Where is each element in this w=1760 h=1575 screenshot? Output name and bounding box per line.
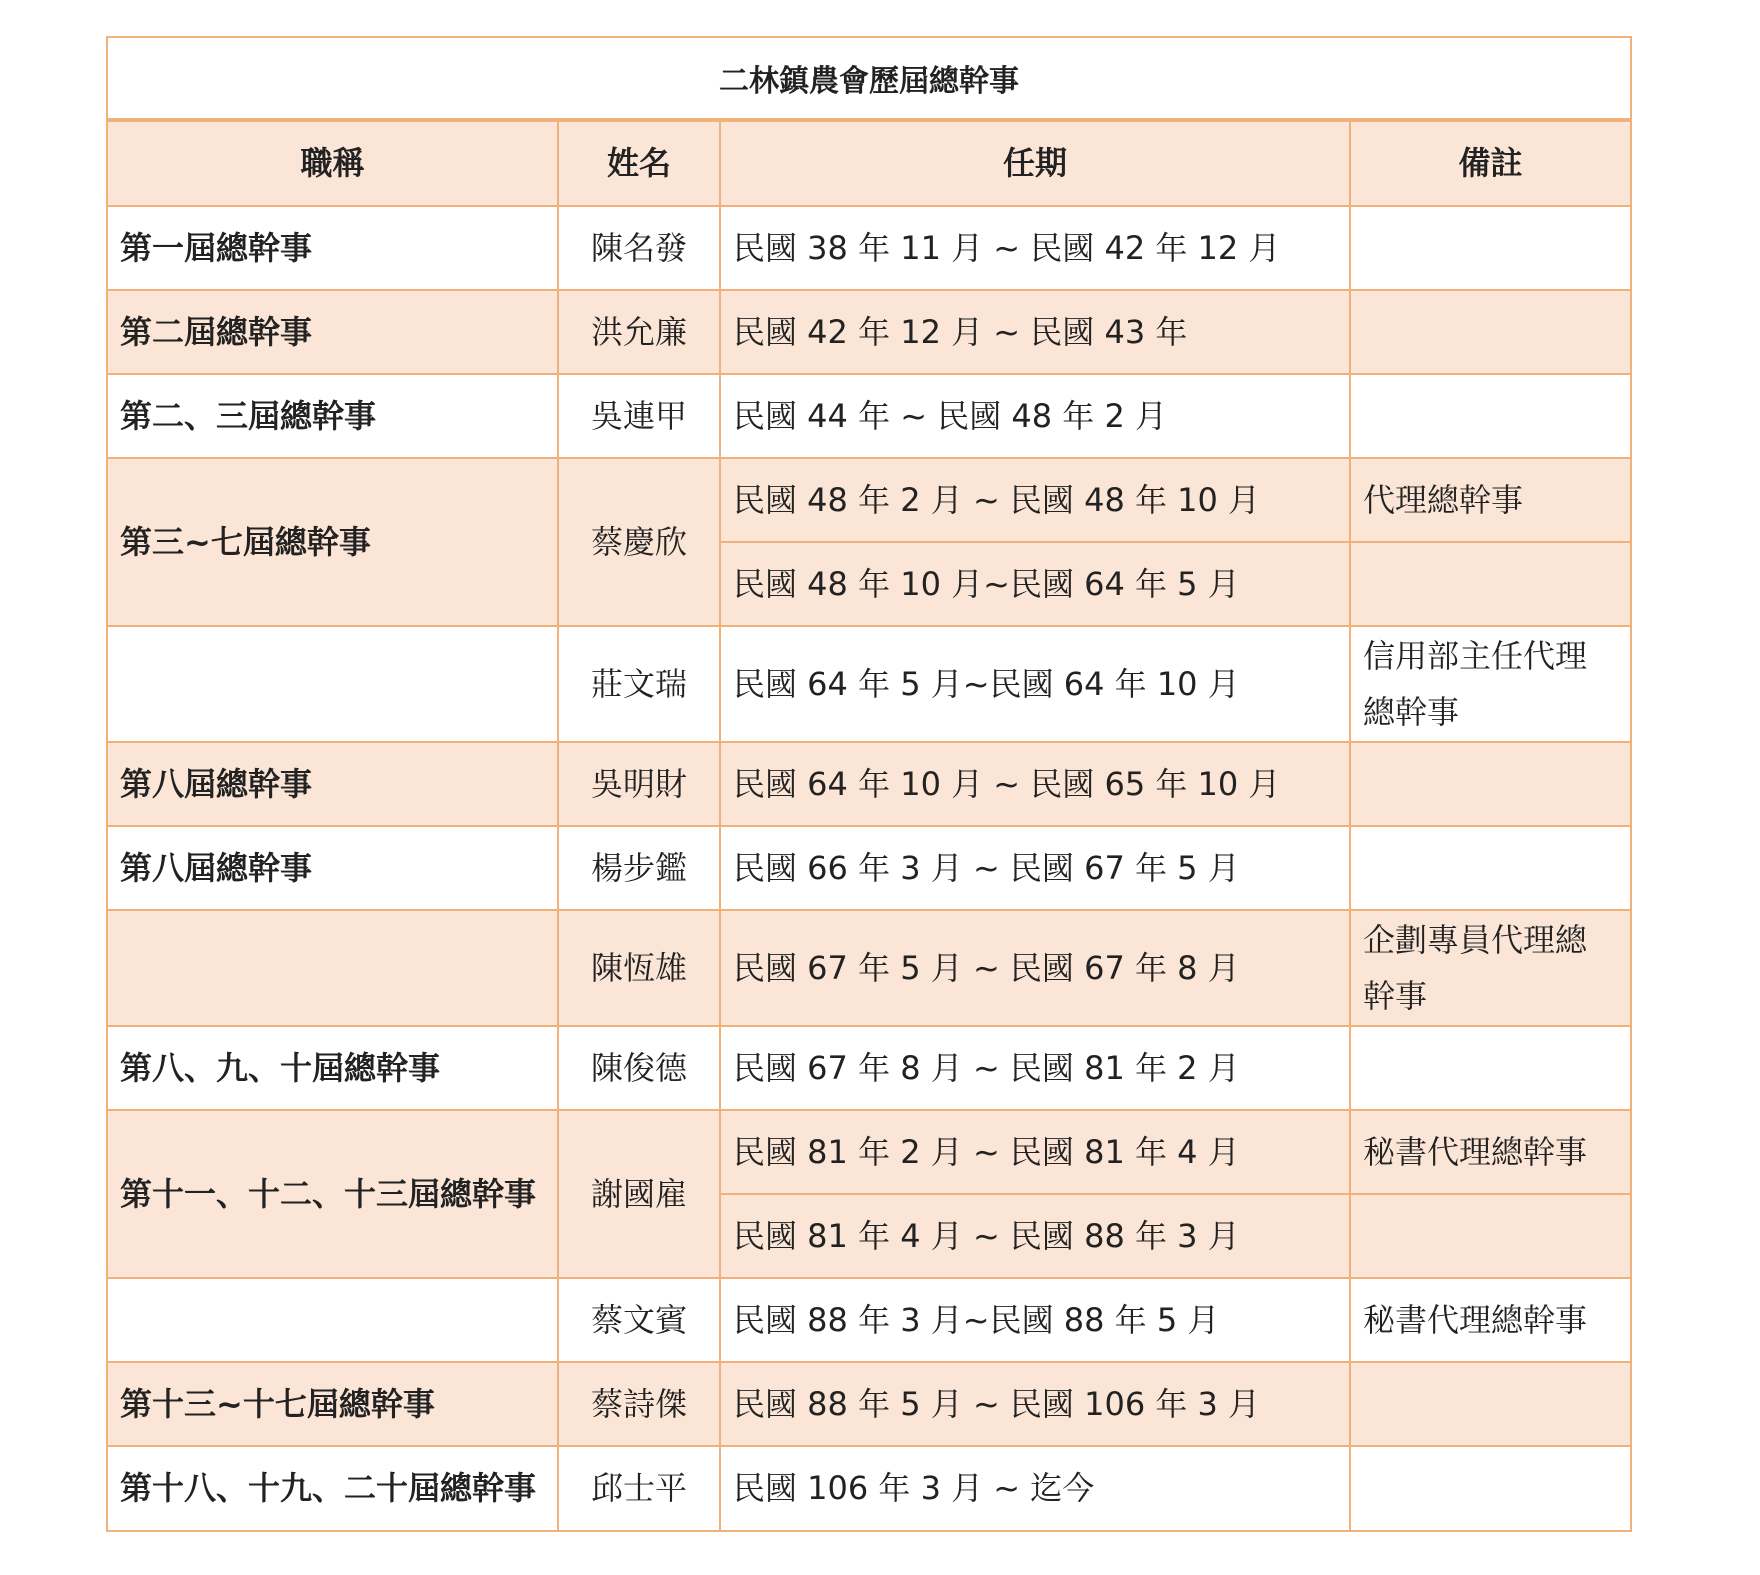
name-cell: 陳名發 [558, 206, 720, 290]
term-cell: 民國 66 年 3 月 ~ 民國 67 年 5 月 [720, 826, 1350, 910]
note-cell [1350, 290, 1630, 374]
term-cell: 民國 88 年 3 月~民國 88 年 5 月 [720, 1278, 1350, 1362]
position-cell: 第十一、十二、十三屆總幹事 [108, 1110, 558, 1278]
table-row [108, 1446, 1630, 1530]
header-position: 職稱 [108, 122, 558, 206]
name-cell: 蔡詩傑 [558, 1362, 720, 1446]
term-cell: 民國 64 年 5 月~民國 64 年 10 月 [720, 626, 1350, 742]
note-cell: 信用部主任代理總幹事 [1350, 626, 1630, 742]
note-cell [1350, 826, 1630, 910]
note-cell: 代理總幹事 [1350, 458, 1630, 542]
note-cell [1350, 542, 1630, 626]
table-row [108, 1362, 1630, 1446]
table-row [108, 290, 1630, 374]
position-cell: 第八屆總幹事 [108, 742, 558, 826]
name-cell: 楊步鑑 [558, 826, 720, 910]
header-name: 姓名 [558, 122, 720, 206]
table-row [108, 206, 1630, 290]
note-cell [1350, 374, 1630, 458]
position-cell [108, 626, 558, 742]
name-cell: 蔡文賓 [558, 1278, 720, 1362]
note-cell [1350, 1446, 1630, 1530]
header-term: 任期 [720, 122, 1350, 206]
position-cell [108, 910, 558, 1026]
table-row [108, 742, 1630, 826]
term-cell: 民國 88 年 5 月 ~ 民國 106 年 3 月 [720, 1362, 1350, 1446]
term-cell: 民國 106 年 3 月 ~ 迄今 [720, 1446, 1350, 1530]
note-cell [1350, 1194, 1630, 1278]
name-cell: 吳連甲 [558, 374, 720, 458]
term-cell: 民國 67 年 8 月 ~ 民國 81 年 2 月 [720, 1026, 1350, 1110]
table-row [108, 1026, 1630, 1110]
table-row [108, 1110, 1630, 1194]
term-cell: 民國 67 年 5 月 ~ 民國 67 年 8 月 [720, 910, 1350, 1026]
note-cell: 秘書代理總幹事 [1350, 1110, 1630, 1194]
position-cell: 第八屆總幹事 [108, 826, 558, 910]
name-cell: 陳恆雄 [558, 910, 720, 1026]
term-cell: 民國 64 年 10 月 ~ 民國 65 年 10 月 [720, 742, 1350, 826]
note-cell [1350, 1362, 1630, 1446]
position-cell: 第三~七屆總幹事 [108, 458, 558, 626]
name-cell: 蔡慶欣 [558, 458, 720, 626]
name-cell: 謝國雇 [558, 1110, 720, 1278]
general-managers-table-frame [106, 36, 1632, 1532]
table-row [108, 826, 1630, 910]
position-cell: 第八、九、十屆總幹事 [108, 1026, 558, 1110]
term-cell: 民國 42 年 12 月 ~ 民國 43 年 [720, 290, 1350, 374]
note-cell: 秘書代理總幹事 [1350, 1278, 1630, 1362]
table-row [108, 374, 1630, 458]
note-cell [1350, 1026, 1630, 1110]
term-cell: 民國 44 年 ~ 民國 48 年 2 月 [720, 374, 1350, 458]
term-cell: 民國 48 年 10 月~民國 64 年 5 月 [720, 542, 1350, 626]
name-cell: 莊文瑞 [558, 626, 720, 742]
table-title: 二林鎮農會歷屆總幹事 [108, 38, 1630, 122]
note-cell [1350, 206, 1630, 290]
position-cell: 第十三~十七屆總幹事 [108, 1362, 558, 1446]
position-cell: 第二、三屆總幹事 [108, 374, 558, 458]
name-cell: 邱士平 [558, 1446, 720, 1530]
table-row [108, 626, 1630, 742]
table-row [108, 1278, 1630, 1362]
term-cell: 民國 48 年 2 月 ~ 民國 48 年 10 月 [720, 458, 1350, 542]
name-cell: 洪允廉 [558, 290, 720, 374]
term-cell: 民國 38 年 11 月 ~ 民國 42 年 12 月 [720, 206, 1350, 290]
term-cell: 民國 81 年 4 月 ~ 民國 88 年 3 月 [720, 1194, 1350, 1278]
header-note: 備註 [1350, 122, 1630, 206]
name-cell: 吳明財 [558, 742, 720, 826]
term-cell: 民國 81 年 2 月 ~ 民國 81 年 4 月 [720, 1110, 1350, 1194]
position-cell: 第一屆總幹事 [108, 206, 558, 290]
position-cell: 第二屆總幹事 [108, 290, 558, 374]
table-row [108, 458, 1630, 542]
position-cell [108, 1278, 558, 1362]
note-cell: 企劃專員代理總幹事 [1350, 910, 1630, 1026]
header-row [108, 122, 1630, 206]
note-cell [1350, 742, 1630, 826]
name-cell: 陳俊德 [558, 1026, 720, 1110]
table-row [108, 910, 1630, 1026]
position-cell: 第十八、十九、二十屆總幹事 [108, 1446, 558, 1530]
general-managers-table [108, 122, 1630, 1530]
